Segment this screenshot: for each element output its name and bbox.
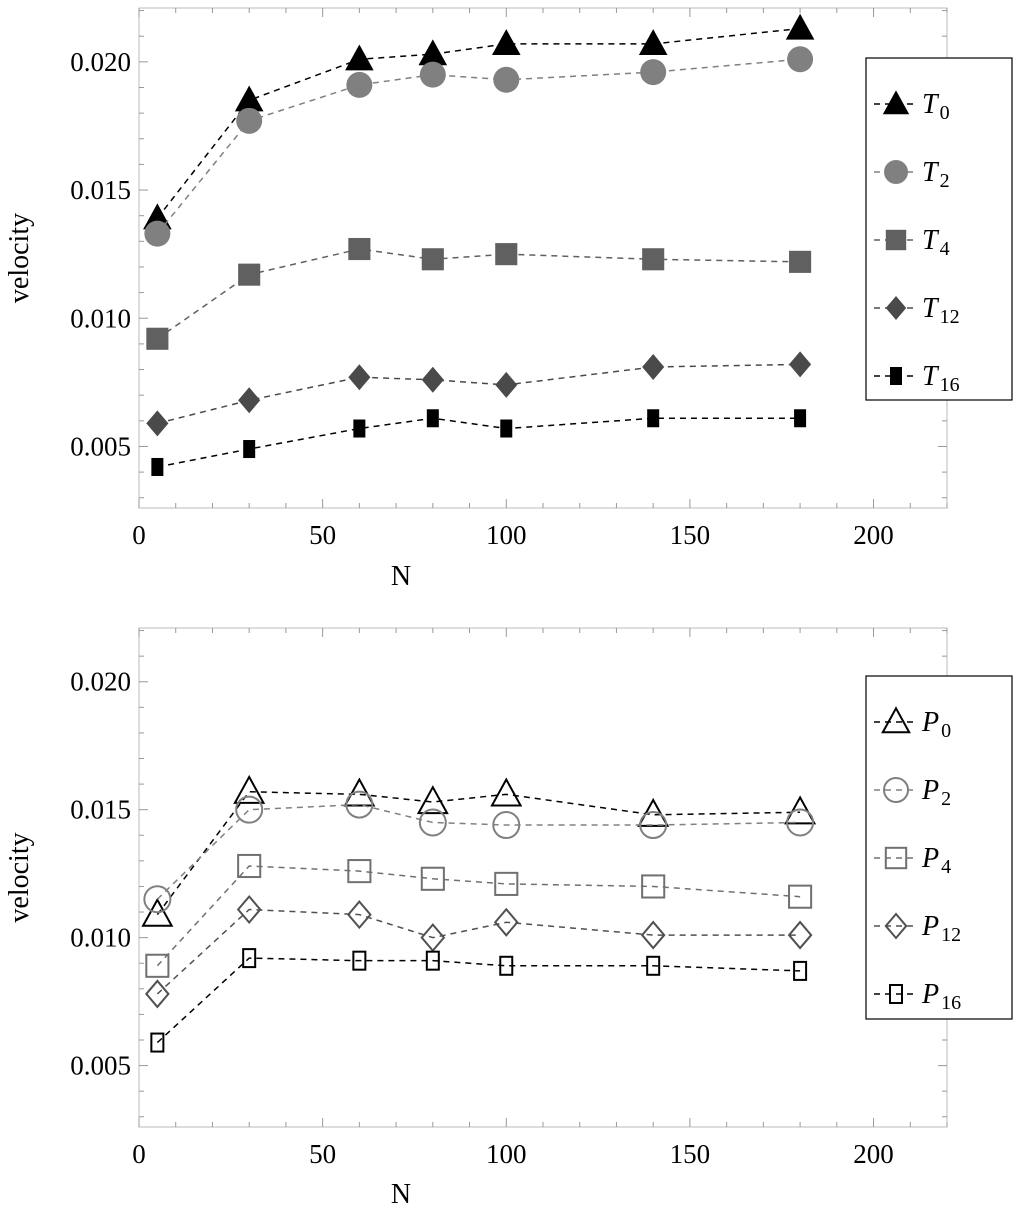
data-point	[238, 387, 260, 413]
data-point	[353, 420, 365, 438]
data-point	[500, 420, 512, 438]
y-tick-label: 0.015	[70, 794, 131, 825]
data-point	[235, 85, 264, 111]
legend-label-subscript: 0	[941, 720, 952, 742]
series-T2	[144, 46, 813, 246]
y-axis-label: velocity	[4, 212, 35, 304]
y-tick-label: 0.005	[70, 1050, 131, 1081]
legend	[866, 58, 1012, 400]
legend-label-name: P	[922, 979, 940, 1010]
x-tick-label: 50	[309, 1139, 337, 1169]
legend-label-name: P	[922, 707, 940, 738]
chart-panel-1	[4, 628, 1012, 1210]
legend-label-subscript: 2	[941, 788, 952, 810]
data-point	[243, 440, 255, 458]
data-point	[346, 72, 372, 98]
data-point	[639, 29, 668, 55]
x-tick-label: 150	[669, 520, 711, 550]
x-tick-label: 100	[486, 1139, 527, 1169]
chart-panel-0	[4, 8, 1012, 592]
data-point	[420, 62, 446, 88]
x-tick-label: 200	[853, 520, 894, 550]
data-point	[345, 44, 374, 70]
legend-label-name: P	[922, 911, 940, 942]
y-axis-label: velocity	[4, 832, 35, 923]
x-tick-label: 0	[132, 520, 146, 550]
y-tick-label: 0.010	[70, 922, 131, 953]
series-line	[157, 958, 800, 1042]
data-point	[794, 409, 806, 427]
data-point	[786, 14, 815, 40]
y-tick-label: 0.020	[70, 46, 131, 77]
legend-label-subscript: 12	[939, 306, 960, 328]
legend-label-name: T	[922, 225, 938, 256]
legend-marker	[884, 160, 908, 184]
data-point	[146, 328, 168, 350]
data-point	[348, 364, 370, 390]
y-tick-label: 0.010	[70, 303, 131, 334]
data-point	[492, 780, 521, 806]
data-point	[647, 409, 659, 427]
legend-label-subscript: 4	[941, 856, 952, 878]
x-tick-label: 0	[132, 1139, 146, 1169]
data-point	[348, 238, 370, 260]
legend-label-name: T	[922, 157, 938, 188]
legend-label-subscript: 12	[941, 924, 962, 946]
x-tick-label: 50	[309, 520, 337, 550]
data-point	[427, 409, 439, 427]
data-point	[146, 410, 168, 436]
x-axis-label: N	[390, 561, 412, 592]
legend-marker	[886, 230, 906, 250]
series-P12	[146, 896, 811, 1006]
data-point	[789, 251, 811, 273]
series-line	[157, 805, 800, 900]
series-T16	[151, 409, 806, 476]
series-P16	[151, 949, 806, 1051]
series-line	[157, 249, 800, 339]
data-point	[642, 248, 664, 270]
legend-label-name: T	[922, 293, 938, 324]
legend-label-subscript: 2	[939, 170, 950, 192]
legend-label-name: P	[922, 843, 940, 874]
legend-label-subscript: 16	[939, 374, 960, 396]
y-tick-label: 0.020	[70, 666, 131, 697]
legend-label-subscript: 4	[939, 238, 950, 260]
data-point	[789, 351, 811, 377]
data-point	[787, 46, 813, 72]
series-line	[157, 909, 800, 993]
legend-label-subscript: 0	[939, 102, 950, 124]
legend	[866, 676, 1012, 1019]
data-point	[422, 248, 444, 270]
y-tick-label: 0.015	[70, 175, 131, 206]
data-point	[422, 367, 444, 393]
legend-label-name: T	[922, 361, 938, 392]
legend-label-name: T	[922, 89, 938, 120]
data-point	[144, 221, 170, 247]
x-axis-label: N	[390, 1179, 412, 1210]
y-tick-label: 0.005	[70, 431, 131, 462]
data-point	[640, 59, 666, 85]
series-T12	[146, 351, 811, 436]
series-T4	[146, 238, 811, 350]
data-point	[493, 67, 519, 93]
data-point	[235, 777, 264, 803]
data-point	[419, 39, 448, 65]
data-point	[238, 264, 260, 286]
series-P2	[144, 792, 813, 913]
data-point	[642, 354, 664, 380]
series-line	[157, 59, 800, 233]
data-point	[236, 108, 262, 134]
legend-label-name: P	[922, 775, 940, 806]
data-point	[495, 372, 517, 398]
series-P4	[146, 855, 811, 977]
x-tick-label: 100	[486, 520, 527, 550]
data-point	[151, 458, 163, 476]
plot-frame	[139, 8, 947, 508]
data-point	[495, 243, 517, 265]
legend-marker	[890, 367, 902, 385]
x-tick-label: 150	[669, 1139, 711, 1169]
data-point	[492, 29, 521, 55]
x-tick-label: 200	[853, 1139, 894, 1169]
legend-label-subscript: 16	[941, 992, 962, 1014]
